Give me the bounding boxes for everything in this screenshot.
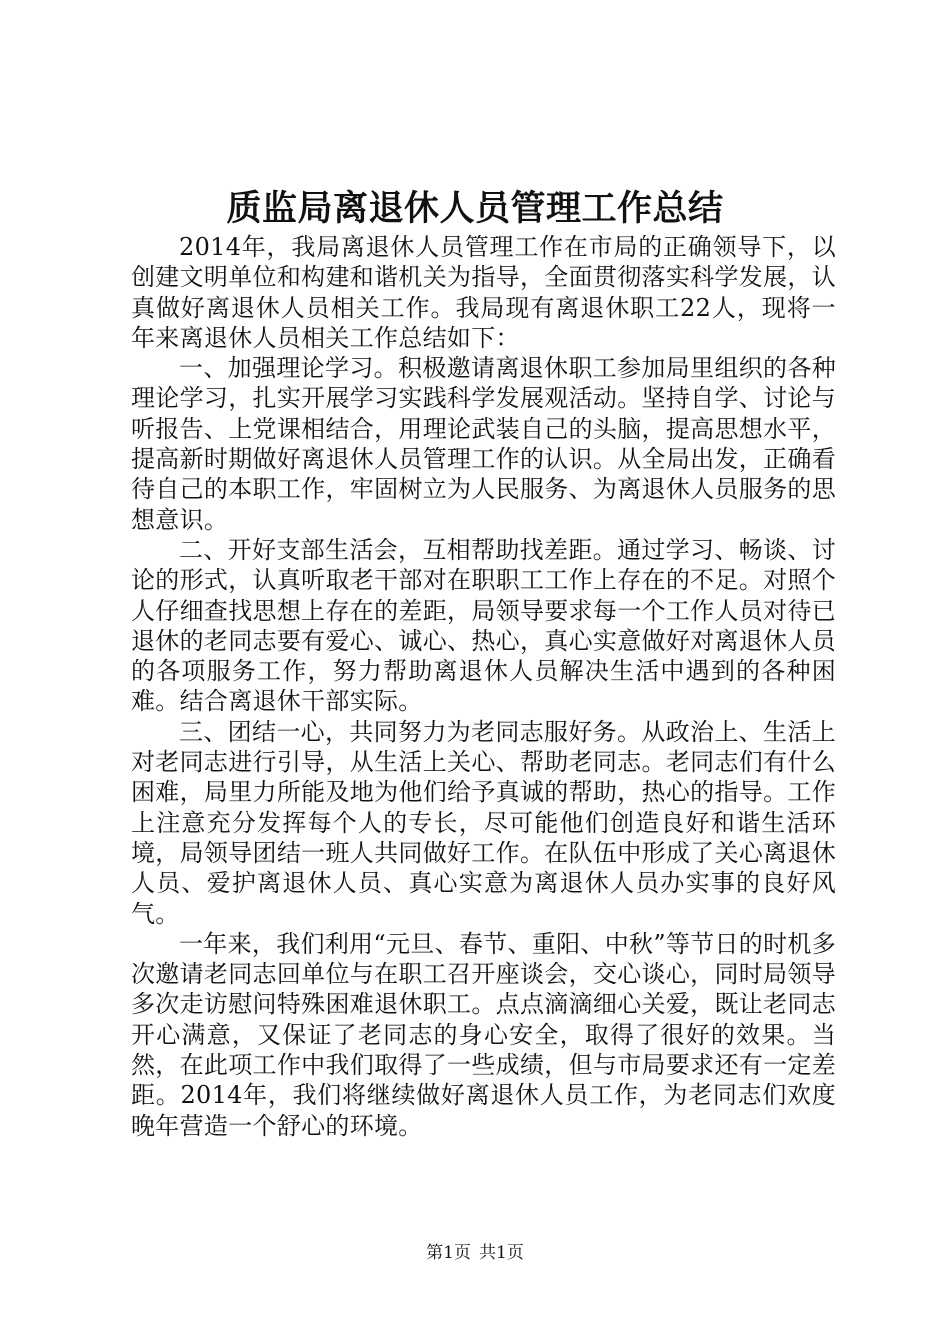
paragraph-intro: 2014年，我局离退休人员管理工作在市局的正确领导下，以创建文明单位和构建和谐机关为指导，全面贯彻落实科学发展，认真做好离退休人员相关工作。我局现有离退休职工22人，现将一年来离退休人员相关工作总结如下： <box>131 233 836 352</box>
page-number: 第1页 <box>426 1243 471 1263</box>
page-footer <box>0 1241 950 1265</box>
paragraph-branch-meeting: 二、开好支部生活会，互相帮助找差距。通过学习、畅谈、讨论的形式，认真听取老干部对在职职工工作上存在的不足。对照个人仔细查找思想上存在的差距，局领导要求每一个工作人员对待已退休的老同志要有爱心、诚心、热心，真心实意做好对离退休人员的各项服务工作，努力帮助离退休人员解决生活中遇到的各种困难。结合离退休干部实际。 <box>131 535 836 716</box>
paragraph-service: 三、团结一心，共同努力为老同志服好务。从政治上、生活上对老同志进行引导，从生活上关心、帮助老同志。老同志们有什么困难，局里力所能及地为他们给予真诚的帮助，热心的指导。工作上注意充分发挥每个人的专长，尽可能他们创造良好和谐生活环境，局领导团结一班人共同做好工作。在队伍中形成了关心离退休人员、爱护离退休人员、真心实意为离退休人员办实事的良好风气。 <box>131 717 836 928</box>
paragraph-theory-study: 一、加强理论学习。积极邀请离退休职工参加局里组织的各种理论学习，扎实开展学习实践科学发展观活动。坚持自学、讨论与听报告、上党课相结合，用理论武装自己的头脑，提高思想水平，提高新时期做好离退休人员管理工作的认识。从全局出发，正确看待自己的本职工作，牢固树立为人民服务、为离退休人员服务的思想意识。 <box>131 354 836 534</box>
page-total: 共1页 <box>479 1243 524 1263</box>
paragraph-conclusion: 一年来，我们利用“元旦、春节、重阳、中秋”等节日的时机多次邀请老同志回单位与在职工召开座谈会，交心谈心，同时局领导多次走访慰问特殊困难退休职工。点点滴滴细心关爱，既让老同志开心满意，又保证了老同志的身心安全，取得了很好的效果。当然，在此项工作中我们取得了一些成绩，但与市局要求还有一定差距。2014年，我们将继续做好离退休人员工作，为老同志们欢度晚年营造一个舒心的环境。 <box>131 929 836 1140</box>
document-body <box>131 232 836 1141</box>
document-title: 质监局离退休人员管理工作总结 <box>226 189 724 229</box>
